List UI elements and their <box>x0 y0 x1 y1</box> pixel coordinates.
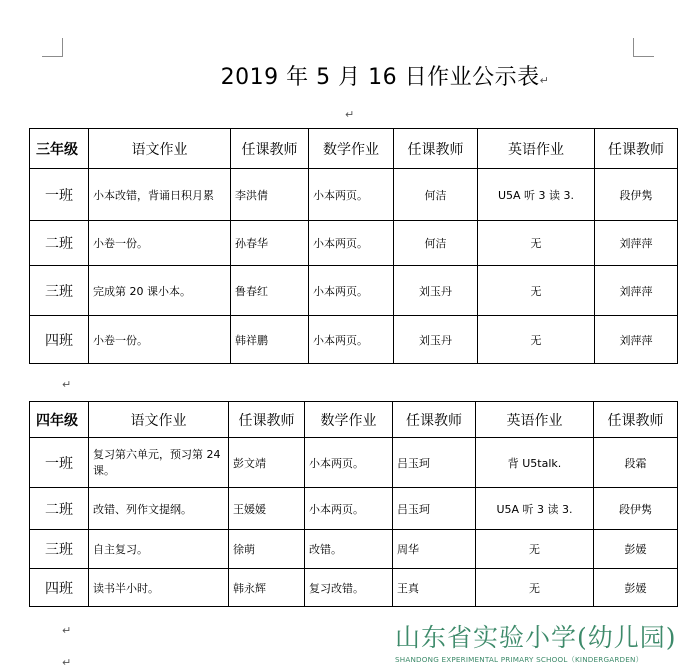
title-text: 2019 年 5 月 16 日作业公示表 <box>220 65 540 90</box>
table-row <box>30 316 678 364</box>
math-homework-cell: 小本两页。 <box>309 221 394 266</box>
logo-english-text: SHANDONG EXPERIMENTAL PRIMARY SCHOOL（KINDERGARDEN） <box>395 655 643 664</box>
teacher-cell: 周华 <box>393 530 476 569</box>
teacher-cell: 段伊隽 <box>594 488 678 530</box>
class-cell: 一班 <box>30 169 89 221</box>
crop-mark-top-left <box>42 38 63 57</box>
class-cell: 三班 <box>30 266 89 316</box>
teacher-cell: 韩祥鹏 <box>231 316 309 364</box>
grade-label: 三年级 <box>30 129 89 169</box>
teacher-cell: 段伊隽 <box>595 169 678 221</box>
teacher-cell: 孙春华 <box>231 221 309 266</box>
chinese-homework-cell: 小卷一份。 <box>89 221 231 266</box>
table-row <box>30 530 678 569</box>
table-row <box>30 266 678 316</box>
teacher-cell: 彭媛 <box>594 530 678 569</box>
paragraph-mark-icon: ↵ <box>345 108 355 121</box>
teacher-cell: 彭媛 <box>594 569 678 607</box>
table-header-row <box>30 402 678 438</box>
teacher-cell: 吕玉珂 <box>393 438 476 488</box>
teacher-cell: 李洪倩 <box>231 169 309 221</box>
math-homework-cell: 复习改错。 <box>305 569 393 607</box>
class-cell: 四班 <box>30 569 89 607</box>
teacher-cell: 王媛媛 <box>229 488 305 530</box>
header-chinese: 语文作业 <box>89 129 231 169</box>
teacher-cell: 刘萍萍 <box>595 266 678 316</box>
header-teacher: 任课教师 <box>393 402 476 438</box>
table-row <box>30 488 678 530</box>
english-homework-cell: 无 <box>476 530 594 569</box>
paragraph-mark-icon: ↵ <box>62 656 72 669</box>
math-homework-cell: 小本两页。 <box>309 169 394 221</box>
table-row <box>30 569 678 607</box>
teacher-cell: 彭文靖 <box>229 438 305 488</box>
chinese-homework-cell: 复习第六单元，预习第 24 课。 <box>89 438 229 488</box>
table-row <box>30 169 678 221</box>
chinese-homework-cell: 改错、列作文提纲。 <box>89 488 229 530</box>
english-homework-cell: U5A 听 3 读 3. <box>478 169 595 221</box>
english-homework-cell: 无 <box>476 569 594 607</box>
paragraph-mark-icon: ↵ <box>539 74 550 87</box>
math-homework-cell: 小本两页。 <box>309 266 394 316</box>
header-english: 英语作业 <box>476 402 594 438</box>
header-chinese: 语文作业 <box>89 402 229 438</box>
class-cell: 三班 <box>30 530 89 569</box>
chinese-homework-cell: 小卷一份。 <box>89 316 231 364</box>
math-homework-cell: 小本两页。 <box>305 438 393 488</box>
header-teacher: 任课教师 <box>231 129 309 169</box>
class-cell: 一班 <box>30 438 89 488</box>
header-teacher: 任课教师 <box>595 129 678 169</box>
logo-chinese-text: 山东省实验小学(幼儿园) <box>395 623 677 652</box>
english-homework-cell: 背 U5talk. <box>476 438 594 488</box>
math-homework-cell: 小本两页。 <box>309 316 394 364</box>
teacher-cell: 吕玉珂 <box>393 488 476 530</box>
teacher-cell: 何洁 <box>394 169 478 221</box>
chinese-homework-cell: 小本改错，背诵日积月累 <box>89 169 231 221</box>
header-math: 数学作业 <box>309 129 394 169</box>
grade-label: 四年级 <box>30 402 89 438</box>
teacher-cell: 刘玉丹 <box>394 266 478 316</box>
paragraph-mark-icon: ↵ <box>62 378 72 391</box>
teacher-cell: 王真 <box>393 569 476 607</box>
english-homework-cell: 无 <box>478 266 595 316</box>
paragraph-mark-icon: ↵ <box>62 624 72 637</box>
table-row <box>30 438 678 488</box>
grade4-homework-table <box>29 401 678 607</box>
teacher-cell: 刘玉丹 <box>394 316 478 364</box>
chinese-homework-cell: 完成第 20 课小本。 <box>89 266 231 316</box>
english-homework-cell: 无 <box>478 221 595 266</box>
teacher-cell: 何洁 <box>394 221 478 266</box>
table-row <box>30 221 678 266</box>
chinese-homework-cell: 读书半小时。 <box>89 569 229 607</box>
page-title <box>0 60 695 91</box>
teacher-cell: 徐萌 <box>229 530 305 569</box>
math-homework-cell: 小本两页。 <box>305 488 393 530</box>
header-math: 数学作业 <box>305 402 393 438</box>
teacher-cell: 鲁春红 <box>231 266 309 316</box>
teacher-cell: 刘萍萍 <box>595 316 678 364</box>
english-homework-cell: 无 <box>478 316 595 364</box>
english-homework-cell: U5A 听 3 读 3. <box>476 488 594 530</box>
teacher-cell: 刘萍萍 <box>595 221 678 266</box>
grade3-homework-table <box>29 128 678 364</box>
header-teacher: 任课教师 <box>229 402 305 438</box>
header-teacher: 任课教师 <box>394 129 478 169</box>
header-english: 英语作业 <box>478 129 595 169</box>
teacher-cell: 段霜 <box>594 438 678 488</box>
class-cell: 四班 <box>30 316 89 364</box>
school-logo <box>395 618 685 665</box>
header-teacher: 任课教师 <box>594 402 678 438</box>
math-homework-cell: 改错。 <box>305 530 393 569</box>
table-header-row <box>30 129 678 169</box>
class-cell: 二班 <box>30 488 89 530</box>
crop-mark-top-right <box>633 38 654 57</box>
class-cell: 二班 <box>30 221 89 266</box>
teacher-cell: 韩永辉 <box>229 569 305 607</box>
chinese-homework-cell: 自主复习。 <box>89 530 229 569</box>
